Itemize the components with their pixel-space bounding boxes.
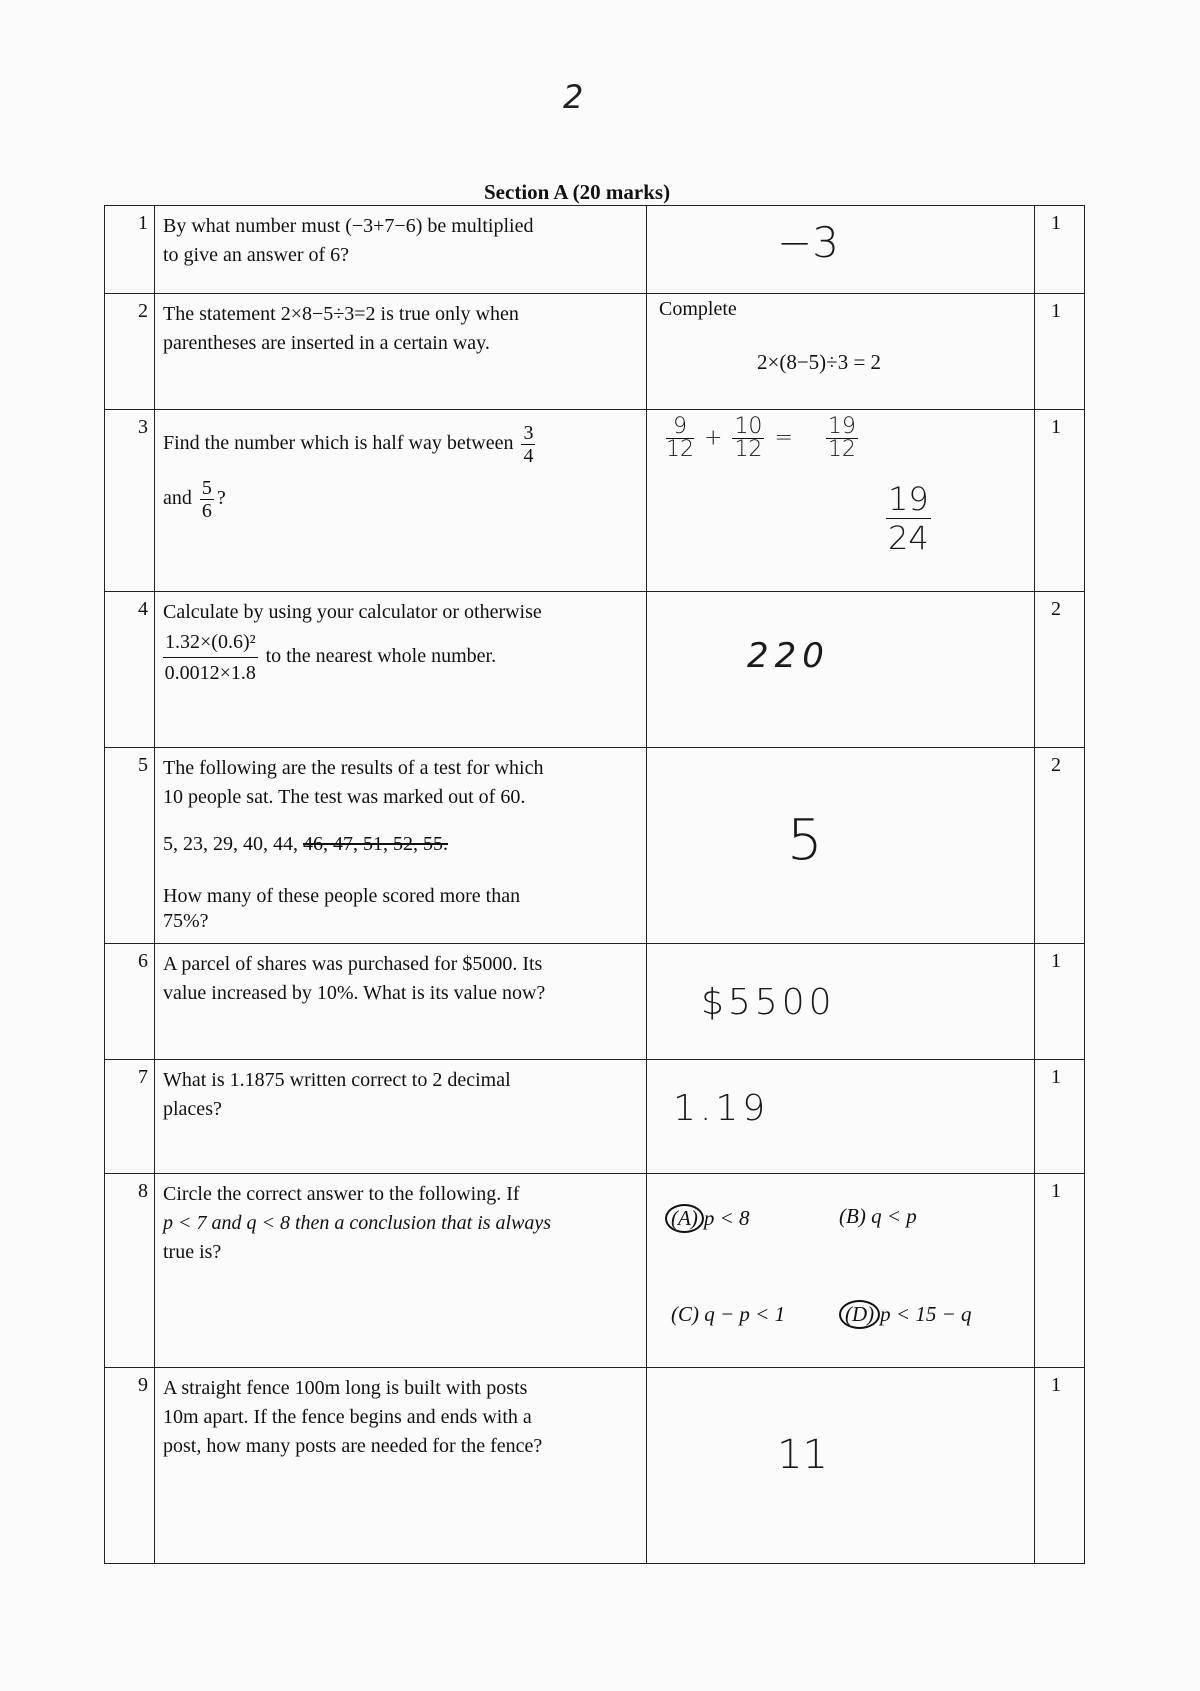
denominator: 4 [523, 445, 534, 467]
question-text [155, 410, 647, 592]
question-row-4 [105, 592, 1085, 748]
option-c[interactable]: (C) q − p < 1 [671, 1302, 786, 1326]
answer-cell [647, 294, 1035, 410]
question-line: p < 7 and q < 8 then a conclusion that is always [163, 1212, 552, 1234]
scores-struck: 46, 47, 51, 52, 55. [303, 833, 448, 855]
handwritten-answer: 11 [777, 1432, 828, 1478]
question-line: to give an answer of 6? [163, 244, 350, 266]
question-mark: ? [216, 487, 226, 510]
question-number: 8 [105, 1174, 155, 1368]
numerator: 5 [201, 477, 212, 499]
question-number: 5 [105, 748, 155, 944]
answer-cell [647, 944, 1035, 1060]
question-number: 9 [105, 1368, 155, 1564]
question-line: The following are the results of a test for which [163, 757, 544, 779]
question-line: post, how many posts are needed for the fence? [163, 1435, 543, 1457]
question-line: value increased by 10%. What is its value now? [163, 982, 546, 1004]
marks: 2 [1035, 748, 1085, 944]
question-line: true is? [163, 1241, 222, 1263]
answer-label: Complete [659, 298, 737, 320]
question-line: parentheses are inserted in a certain way. [163, 332, 490, 354]
question-text [155, 294, 647, 410]
question-row-1 [105, 206, 1085, 294]
question-row-7 [105, 1060, 1085, 1174]
question-text [155, 1368, 647, 1564]
question-row-8 [105, 1174, 1085, 1368]
numerator: 3 [523, 422, 534, 444]
circled-letter: (D) [839, 1300, 880, 1329]
marks: 1 [1035, 1368, 1085, 1564]
question-text [155, 592, 647, 748]
option-text: p < 15 − q [880, 1302, 972, 1326]
question-text [155, 944, 647, 1060]
fraction [666, 416, 694, 461]
question-line: The statement 2×8−5÷3=2 is true only when [163, 303, 519, 325]
scores: 5, 23, 29, 40, 44, [163, 833, 298, 855]
denominator: 12 [827, 437, 856, 462]
answer-cell [647, 1060, 1035, 1174]
denominator: 12 [666, 437, 694, 462]
exam-table [104, 205, 1085, 1564]
question-line: A parcel of shares was purchased for $5000. Its [163, 953, 543, 975]
marks: 1 [1035, 1174, 1085, 1368]
answer-cell [647, 748, 1035, 944]
question-number: 4 [105, 592, 155, 748]
expression-fraction [163, 627, 258, 688]
question-number: 7 [105, 1060, 155, 1174]
handwritten-answer: 2×(8−5)÷3 = 2 [757, 350, 882, 374]
fraction [826, 416, 858, 461]
numerator: 19 [888, 480, 929, 518]
numerator: 19 [827, 414, 856, 439]
question-line: Find the number which is half way between [163, 432, 514, 455]
question-line: 10 people sat. The test was marked out of 60. [163, 786, 526, 808]
option-a[interactable] [665, 1204, 750, 1233]
question-text [155, 1174, 647, 1368]
option-text: p < 8 [703, 1206, 750, 1230]
marks: 1 [1035, 410, 1085, 592]
answer-cell [647, 206, 1035, 294]
question-text [155, 206, 647, 294]
handwritten-answer: −3 [777, 218, 839, 267]
operator: = [774, 425, 793, 451]
question-line: 75%? [163, 910, 209, 932]
question-number: 1 [105, 206, 155, 294]
marks: 1 [1035, 294, 1085, 410]
fraction [521, 422, 535, 467]
answer-cell [647, 592, 1035, 748]
option-b[interactable]: (B) q < p [839, 1204, 917, 1228]
marks: 1 [1035, 1060, 1085, 1174]
handwritten-answer [883, 480, 934, 557]
question-line: Circle the correct answer to the following. If [163, 1183, 520, 1205]
numerator: 1.32×(0.6)² [163, 627, 258, 658]
handwritten-answer: 1.19 [673, 1088, 770, 1129]
question-row-6 [105, 944, 1085, 1060]
question-line: to the nearest whole number. [265, 645, 497, 668]
denominator: 6 [201, 500, 212, 522]
marks: 2 [1035, 592, 1085, 748]
handwritten-working [663, 416, 861, 461]
question-line: places? [163, 1098, 222, 1120]
handwritten-answer: 220 [747, 636, 830, 676]
handwritten-page-number: 2 [563, 78, 584, 116]
marks: 1 [1035, 206, 1085, 294]
numerator: 9 [666, 416, 694, 439]
question-number: 2 [105, 294, 155, 410]
operator: + [704, 425, 723, 451]
question-number: 6 [105, 944, 155, 1060]
question-line: Calculate by using your calculator or otherwise [163, 601, 542, 623]
question-line: A straight fence 100m long is built with posts [163, 1377, 528, 1399]
question-line: and [163, 487, 192, 510]
question-text [155, 748, 647, 944]
question-row-2 [105, 294, 1085, 410]
fraction [886, 480, 931, 557]
question-text [155, 1060, 647, 1174]
numerator: 10 [734, 414, 763, 439]
circled-letter: (A) [665, 1204, 704, 1233]
question-line: What is 1.1875 written correct to 2 decimal [163, 1069, 511, 1091]
denominator: 24 [888, 519, 929, 557]
question-row-9 [105, 1368, 1085, 1564]
handwritten-answer: 5 [787, 808, 823, 873]
question-number: 3 [105, 410, 155, 592]
fraction [200, 477, 214, 522]
denominator: 0.0012×1.8 [164, 662, 256, 684]
answer-cell [647, 410, 1035, 592]
section-title: Section A (20 marks) [484, 180, 671, 204]
answer-options [647, 1174, 1035, 1368]
question-line: How many of these people scored more than [163, 885, 521, 907]
answer-cell [647, 1368, 1035, 1564]
marks: 1 [1035, 944, 1085, 1060]
question-line: 10m apart. If the fence begins and ends with a [163, 1406, 532, 1428]
denominator: 12 [734, 437, 763, 462]
option-d[interactable] [839, 1300, 972, 1329]
question-row-3 [105, 410, 1085, 592]
question-row-5 [105, 748, 1085, 944]
handwritten-answer: $5500 [701, 982, 836, 1023]
fraction [732, 416, 764, 461]
question-line: By what number must (−3+7−6) be multiplied [163, 215, 534, 237]
